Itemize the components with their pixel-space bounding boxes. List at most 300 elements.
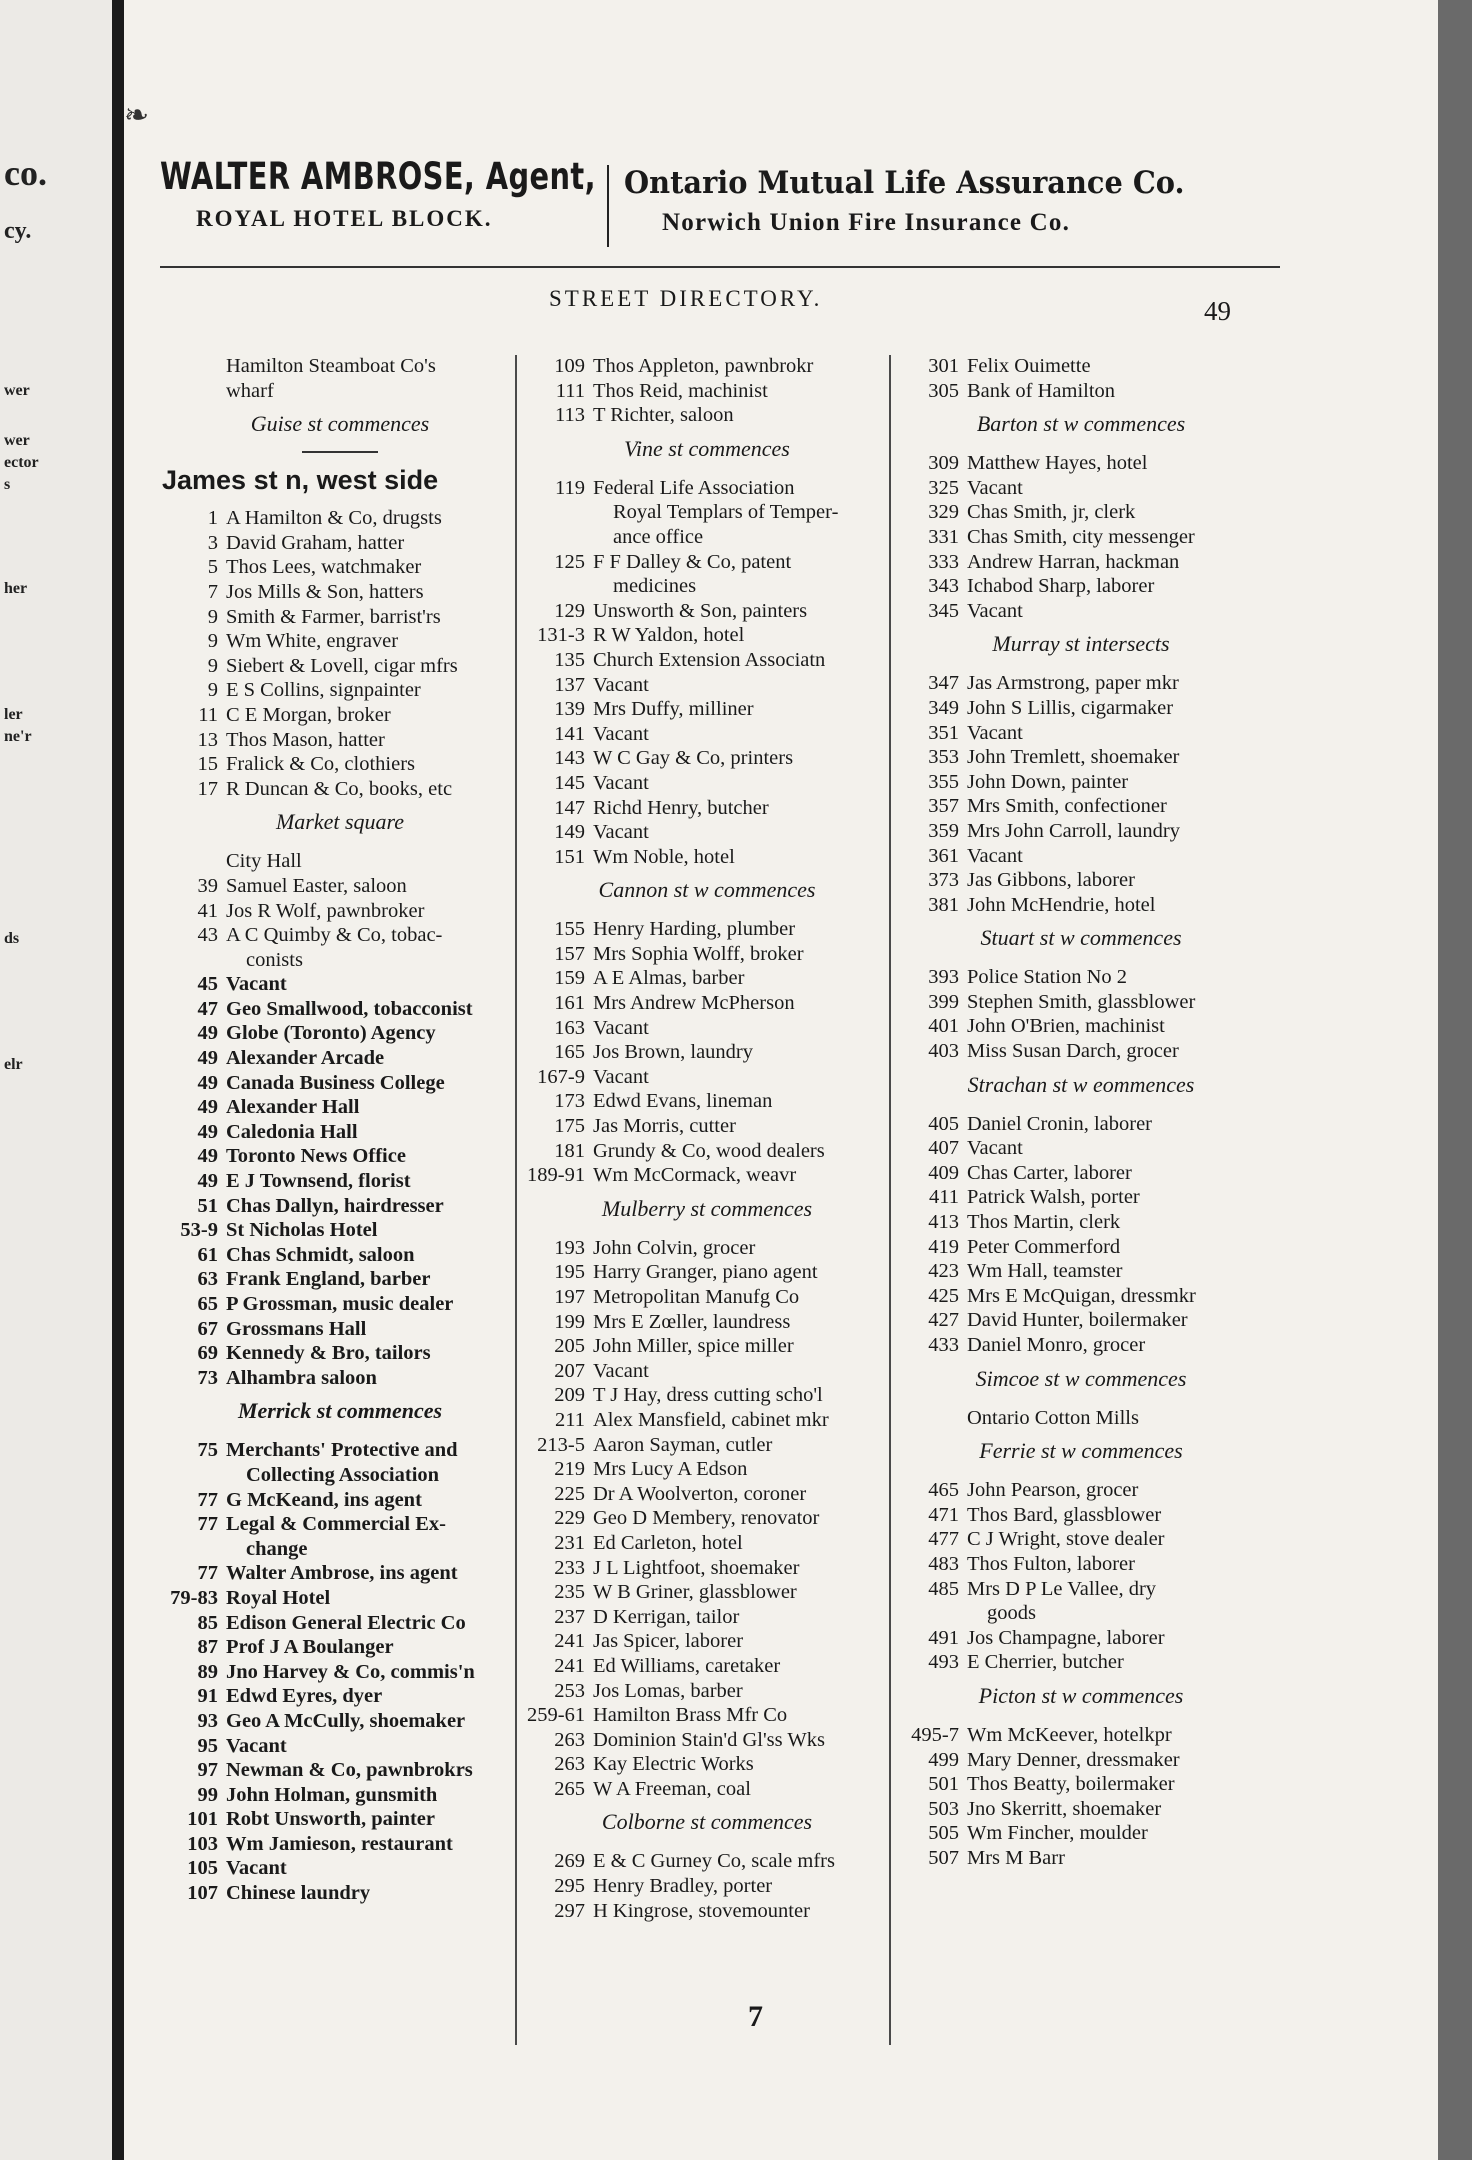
street-number: 49 [197,1071,218,1094]
street-number: 105 [187,1857,218,1880]
street-number: 423 [928,1260,959,1283]
street-number: 11 [198,703,218,726]
occupant-text: Harry Granger, piano agent [593,1261,818,1284]
cross-street-heading: Guise st commences [250,411,430,437]
street-number: 101 [187,1808,218,1831]
cross-street-heading: Vine st commences [624,435,790,461]
street-number: 353 [928,746,959,769]
street-number: 465 [928,1479,959,1502]
street-number: 357 [928,795,959,818]
street-number: 347 [928,672,959,695]
street-number: 483 [928,1552,959,1575]
occupant-text: John Tremlett, shoemaker [967,746,1180,769]
street-number: 241 [554,1630,585,1653]
adjacent-page-fragment: s [4,476,11,493]
street-number: 147 [554,796,585,819]
directory-entry [527,1236,887,1261]
directory-entry [527,1728,887,1753]
occupant-text: W C Gay & Co, printers [593,747,794,770]
street-number: 427 [928,1309,959,1332]
street-number: 265 [554,1777,585,1800]
entry-note: wharf [226,379,274,402]
street-number: 77 [197,1513,218,1536]
street-number: 63 [197,1268,218,1291]
occupant-text: John Holman, gunsmith [226,1783,438,1806]
occupant-text: Vacant [593,771,649,794]
directory-entry [527,1457,887,1482]
street-number: 87 [197,1636,218,1659]
street-number: 53-9 [180,1219,218,1242]
occupant-text: Chas Schmidt, saloon [226,1243,415,1266]
street-number: 495-7 [911,1723,959,1746]
directory-entry [527,550,887,575]
street-number: 309 [928,452,959,475]
occupant-text: Geo Smallwood, tobacconist [226,997,473,1020]
occupant-text: Vacant [593,1016,649,1039]
street-number: 49 [197,1096,218,1119]
occupant-text: R Duncan & Co, books, etc [226,777,453,800]
directory-entry [901,1797,1261,1822]
directory-entry [901,1014,1261,1039]
directory-entry [527,1899,887,1924]
directory-entry [160,923,520,948]
directory-entry [527,1679,887,1704]
directory-entry [901,550,1261,575]
street-number: 359 [928,819,959,842]
street-number: 155 [554,918,585,941]
occupant-text: David Hunter, boilermaker [967,1309,1188,1332]
occupant-text: Wm Noble, hotel [593,845,735,868]
occupant-text: Kay Electric Works [593,1753,754,1776]
street-number: 49 [197,1047,218,1070]
street-number: 99 [197,1783,218,1806]
entry-note: City Hall [226,850,302,873]
cross-street-heading: Market square [275,809,405,835]
directory-entry [527,1433,887,1458]
directory-entry [901,1527,1261,1552]
directory-entry [901,1112,1261,1137]
directory-entry [527,820,887,845]
street-number: 17 [197,777,218,800]
cross-street-heading: Cannon st w commences [598,877,816,903]
street-number: 343 [928,575,959,598]
street-number: 79-83 [170,1586,218,1609]
occupant-text: Alexander Arcade [226,1047,385,1070]
occupant-text: Alhambra saloon [226,1366,377,1389]
occupant-text: Jos Lomas, barber [593,1679,743,1702]
street-number: 485 [928,1577,959,1600]
directory-entry [527,1580,887,1605]
occupant-text: Smith & Farmer, barrist'rs [226,605,441,628]
street-number: 131-3 [537,624,585,647]
directory-entry [527,1874,887,1899]
occupant-text: Mrs Sophia Wolff, broker [593,942,804,965]
street-number: 333 [928,550,959,573]
directory-entry [901,844,1261,869]
directory-entry [527,697,887,722]
directory-entry [901,1308,1261,1333]
occupant-text: F F Dalley & Co, patent [593,550,792,573]
directory-entry [901,819,1261,844]
directory-entry [901,1039,1261,1064]
street-number: 259-61 [527,1704,586,1727]
cross-street-heading: Stuart st w commences [980,925,1182,951]
street-number: 173 [554,1090,585,1113]
directory-entry [527,623,887,648]
directory-entry [901,525,1261,550]
occupant-text: Bank of Hamilton [967,379,1116,402]
occupant-text: Vacant [226,1857,287,1880]
street-number: 325 [928,476,959,499]
directory-entry [527,599,887,624]
directory-entry [160,1071,520,1096]
directory-entry [160,1021,520,1046]
entry-continuation: Collecting Association [246,1463,440,1486]
directory-entry [901,1772,1261,1797]
occupant-text: Daniel Monro, grocer [967,1334,1146,1356]
directory-entry [527,1605,887,1630]
directory-entry [160,1095,520,1120]
occupant-text: Unsworth & Son, painters [593,599,808,622]
directory-entry [901,965,1261,990]
directory-entry [901,1136,1261,1161]
occupant-text: Andrew Harran, hackman [967,550,1180,573]
directory-entry [901,354,1261,379]
street-number: 145 [554,771,585,794]
directory-entry [901,794,1261,819]
directory-entry [527,1556,887,1581]
street-number: 493 [928,1651,959,1674]
occupant-text: Dominion Stain'd Gl'ss Wks [593,1728,825,1751]
occupant-text: Chinese laundry [226,1882,371,1905]
occupant-text: Wm Fincher, moulder [967,1822,1148,1845]
directory-column-2 [527,354,887,1923]
occupant-text: Richd Henry, butcher [593,796,769,819]
occupant-text: Jas Morris, cutter [593,1115,736,1138]
street-number: 491 [928,1626,959,1649]
street-number: 43 [197,924,218,947]
street-number: 213-5 [537,1433,585,1456]
occupant-text: Henry Bradley, porter [593,1875,773,1898]
occupant-text: A C Quimby & Co, tobac- [226,924,443,947]
occupant-text: Vacant [593,1065,649,1088]
occupant-text: G McKeand, ins agent [226,1488,422,1511]
street-number: 9 [207,654,218,677]
directory-entry [901,1478,1261,1503]
directory-entry [160,1561,520,1586]
occupant-text: Mrs Smith, confectioner [967,795,1167,818]
occupant-text: Royal Hotel [226,1586,331,1609]
occupant-text: Frank England, barber [226,1268,431,1291]
directory-entry [527,746,887,771]
occupant-text: Vacant [593,821,649,844]
directory-entry [160,1144,520,1169]
street-number: 39 [197,874,218,897]
directory-entry [160,605,520,630]
street-number: 45 [197,973,218,996]
directory-entry [160,1292,520,1317]
directory-entry [160,1881,520,1906]
street-number: 13 [197,728,218,751]
directory-entry [160,580,520,605]
directory-entry [527,1089,887,1114]
occupant-text: Edwd Evans, lineman [593,1090,773,1113]
adjacent-page-fragment: wer [4,382,30,399]
entry-continuation: goods [987,1602,1036,1625]
street-number: 47 [197,997,218,1020]
occupant-text: Merchants' Protective and [226,1439,458,1462]
occupant-text: Samuel Easter, saloon [226,874,407,897]
directory-entry [901,1284,1261,1309]
directory-entry [901,1333,1261,1358]
occupant-text: Mrs Andrew McPherson [593,992,795,1015]
street-number: 15 [197,753,218,776]
directory-entry [527,1163,887,1188]
occupant-text: Robt Unsworth, painter [226,1808,435,1831]
street-number: 5 [207,556,218,579]
street-number: 49 [197,1022,218,1045]
occupant-text: J L Lightfoot, shoemaker [593,1556,800,1579]
directory-entry [160,1438,520,1463]
occupant-text: E J Townsend, florist [226,1170,411,1193]
occupant-text: Mary Denner, dressmaker [967,1748,1180,1771]
occupant-text: Ed Williams, caretaker [593,1654,781,1677]
occupant-text: P Grossman, music dealer [226,1293,454,1315]
adjacent-page-fragment: cy. [4,218,32,244]
directory-entry [527,673,887,698]
directory-entry [160,1734,520,1759]
street-number: 269 [554,1850,585,1873]
header-agent-address: ROYAL HOTEL BLOCK. [196,206,493,231]
street-number: 61 [197,1243,218,1266]
occupant-text: A Hamilton & Co, drugsts [226,507,442,530]
book-gutter [112,0,124,2160]
directory-entry [527,1506,887,1531]
directory-entry [527,966,887,991]
street-number: 77 [197,1488,218,1511]
directory-entry [527,403,887,428]
occupant-text: Thos Reid, machinist [593,379,768,402]
street-number: 407 [928,1137,959,1160]
street-number: 209 [554,1384,585,1407]
directory-entry [160,752,520,777]
directory-entry [901,1748,1261,1773]
occupant-text: C E Morgan, broker [226,703,391,726]
header-right [624,165,1404,237]
header-left [160,155,620,232]
directory-entry [527,1260,887,1285]
occupant-text: Siebert & Lovell, cigar mfrs [226,654,458,677]
directory-entry [160,1586,520,1611]
street-number: 151 [554,845,585,868]
occupant-text: Mrs M Barr [967,1846,1065,1869]
header-agent-title: WALTER AMBROSE, Agent, [160,155,596,198]
occupant-text: Jas Gibbons, laborer [967,869,1135,892]
directory-entry [901,671,1261,696]
occupant-text: Patrick Walsh, porter [967,1186,1140,1209]
occupant-text: Geo D Membery, renovator [593,1507,820,1530]
directory-entry [160,1218,520,1243]
header-divider [607,165,609,247]
street-number: 373 [928,869,959,892]
street-number: 193 [554,1236,585,1259]
header-rule [160,266,1280,268]
occupant-text: Wm White, engraver [226,630,399,653]
directory-entry [160,777,520,802]
directory-entry [160,531,520,556]
street-number: 195 [554,1261,585,1284]
directory-entry [527,476,887,501]
occupant-text: Mrs D P Le Vallee, dry [967,1577,1157,1600]
occupant-text: Grundy & Co, wood dealers [593,1139,825,1162]
directory-entry [901,1185,1261,1210]
directory-entry [901,990,1261,1015]
street-number: 253 [554,1679,585,1702]
directory-entry [160,1807,520,1832]
street-number: 65 [197,1293,218,1315]
occupant-text: Thos Appleton, pawnbrokr [593,355,814,377]
street-number: 95 [197,1734,218,1757]
directory-entry [901,574,1261,599]
directory-entry [527,1383,887,1408]
signature-mark: 7 [748,2000,763,2033]
street-heading: James st n, west side [162,465,439,496]
street-number: 433 [928,1334,959,1356]
directory-entry [160,728,520,753]
occupant-text: Mrs Lucy A Edson [593,1458,748,1481]
street-number: 77 [197,1562,218,1585]
header-company-sub: Norwich Union Fire Insurance Co. [662,209,1071,236]
directory-entry [901,476,1261,501]
street-number: 503 [928,1797,959,1820]
street-number: 237 [554,1605,585,1628]
occupant-text: Miss Susan Darch, grocer [967,1040,1179,1063]
cross-street-heading: Ferrie st w commences [979,1438,1183,1464]
street-number: 263 [554,1753,585,1776]
directory-page [124,0,1438,2160]
adjacent-page-fragment: wer [4,432,30,449]
street-number: 393 [928,966,959,989]
directory-entry [901,379,1261,404]
adjacent-page-fragment: her [4,580,28,597]
adjacent-page-fragment: ector [4,454,39,471]
street-number: 349 [928,696,959,719]
directory-entry [160,703,520,728]
entry-continuation: conists [246,948,303,971]
directory-entry [901,1235,1261,1260]
street-number: 295 [554,1875,585,1898]
street-number: 3 [207,531,218,554]
directory-entry [527,796,887,821]
directory-column-1 [160,354,520,1906]
occupant-text: R W Yaldon, hotel [593,624,745,647]
column-separator [889,355,891,2045]
directory-entry [901,1577,1261,1602]
directory-entry [901,1846,1261,1871]
section-rule [302,451,378,453]
street-number: 157 [554,942,585,965]
street-number: 305 [928,379,959,402]
header-company-title: Ontario Mutual Life Assurance Co. [624,165,1185,201]
directory-entry [527,1752,887,1777]
occupant-text: Hamilton Brass Mfr Co [593,1704,788,1727]
street-number: 199 [554,1310,585,1333]
entry-note: Ontario Cotton Mills [967,1406,1139,1429]
street-number: 135 [554,648,585,671]
directory-entry [527,1629,887,1654]
street-number: 49 [197,1170,218,1193]
directory-entry [527,771,887,796]
cross-street-heading: Barton st w commences [976,411,1186,437]
occupant-text: Grossmans Hall [226,1317,367,1340]
street-number: 207 [554,1359,585,1382]
street-number: 91 [197,1685,218,1708]
occupant-text: A E Almas, barber [593,967,745,990]
occupant-text: Felix Ouimette [967,355,1091,377]
entry-note: Hamilton Steamboat Co's [226,355,436,377]
occupant-text: Mrs E McQuigan, dressmkr [967,1284,1196,1307]
directory-entry [160,1341,520,1366]
street-number: 405 [928,1112,959,1135]
occupant-text: Vacant [226,973,287,996]
directory-entry [160,1758,520,1783]
occupant-text: W B Griner, glassblower [593,1581,797,1604]
street-number: 175 [554,1115,585,1138]
street-number: 167-9 [537,1065,585,1088]
directory-entry [160,1709,520,1734]
directory-entry [527,354,887,379]
directory-entry [901,696,1261,721]
directory-entry [901,868,1261,893]
occupant-text: Vacant [967,844,1023,867]
directory-entry [527,1359,887,1384]
directory-entry [901,599,1261,624]
occupant-text: Church Extension Associatn [593,648,826,671]
cross-street-heading: Strachan st w eommences [967,1071,1195,1097]
cross-street-heading: Picton st w commences [978,1682,1184,1708]
street-number: 241 [554,1654,585,1677]
occupant-text: Thos Martin, clerk [967,1211,1121,1234]
directory-entry [160,1169,520,1194]
directory-entry [160,1243,520,1268]
occupant-text: John Miller, spice miller [593,1335,794,1358]
street-number: 401 [928,1015,959,1038]
occupant-text: Vacant [967,1137,1023,1160]
adjacent-page-fragment: ler [4,706,23,723]
directory-entry [527,1334,887,1359]
occupant-text: Jas Spicer, laborer [593,1630,744,1653]
street-number: 211 [555,1408,585,1431]
occupant-text: Vacant [226,1734,287,1757]
occupant-text: Metropolitan Manufg Co [593,1286,800,1308]
street-number: 49 [197,1120,218,1143]
street-number: 189-91 [527,1164,586,1187]
directory-entry [160,1194,520,1219]
directory-entry [160,1317,520,1342]
street-number: 235 [554,1581,585,1604]
occupant-text: Alexander Hall [226,1096,360,1119]
street-number: 409 [928,1161,959,1184]
occupant-text: St Nicholas Hotel [226,1219,378,1242]
occupant-text: Canada Business College [226,1071,445,1094]
street-number: 477 [928,1528,959,1551]
directory-entry [160,654,520,679]
street-number: 411 [929,1186,959,1209]
occupant-text: Newman & Co, pawnbrokrs [226,1759,473,1782]
street-number: 163 [554,1016,585,1039]
occupant-text: W A Freeman, coal [593,1777,751,1800]
directory-entry [901,1626,1261,1651]
